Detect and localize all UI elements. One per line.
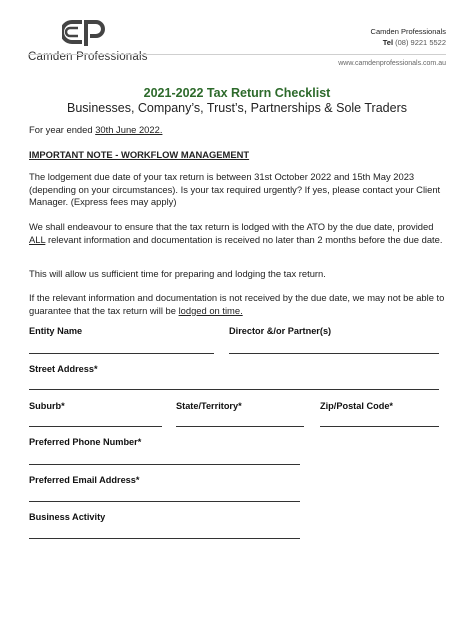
zip-postal-code-label: Zip/Postal Code* (320, 401, 393, 411)
business-activity-label: Business Activity (29, 512, 106, 522)
year-ended-date: 30th June 2022. (95, 124, 163, 135)
state-territory-label: State/Territory* (176, 401, 242, 411)
year-ended-prefix: For year ended (29, 124, 96, 135)
state-territory-field[interactable] (176, 426, 304, 427)
all-emphasis: ALL (29, 233, 46, 245)
entity-name-field[interactable] (29, 353, 214, 354)
year-ended-text (29, 124, 449, 137)
company-phone-line (371, 37, 446, 48)
zip-postal-code-field[interactable] (320, 426, 439, 427)
phone-number-label: Preferred Phone Number* (29, 437, 142, 447)
company-phone: (08) 9221 5522 (395, 38, 446, 47)
endeavour-paragraph (29, 221, 449, 246)
entity-name-label: Entity Name (29, 326, 83, 336)
street-address-field[interactable] (29, 389, 439, 390)
company-website: www.camdenprofessionals.com.au (338, 60, 446, 67)
lodgement-paragraph: The lodgement due date of your tax return is between 31st October 2022 and 15th May 2023 (depending on your circumstances). Is your tax required urgently? If yes, please contact your Client Manager. (Express fees may apply) (29, 171, 441, 207)
phone-number-field[interactable] (29, 464, 300, 465)
logo-text: Camden Professionals (28, 51, 148, 63)
company-contact (371, 26, 446, 48)
director-partner-field[interactable] (229, 353, 439, 354)
business-activity-field[interactable] (29, 538, 300, 539)
tel-label: Tel (382, 38, 394, 47)
guarantee-paragraph (29, 292, 449, 317)
street-address-label: Street Address* (29, 364, 98, 374)
guarantee-text: If the relevant information and documentation is not received by the due date, we may not be able to guarantee that the tax return will be (29, 292, 445, 316)
lodged-on-time-emphasis: lodged on time. (178, 304, 243, 316)
company-logo (28, 18, 148, 68)
suburb-label: Suburb* (29, 401, 65, 411)
document-subtitle: Businesses, Company’s, Trust’s, Partnerships & Sole Traders (67, 101, 407, 115)
cp-logo-icon (62, 18, 108, 48)
suburb-field[interactable] (29, 426, 162, 427)
email-address-label: Preferred Email Address* (29, 475, 140, 485)
header-divider (28, 54, 446, 55)
sufficient-time-paragraph: This will allow us sufficient time for preparing and lodging the tax return. (29, 268, 326, 279)
endeavour-text-start: We shall endeavour to ensure that the tax return is lodged with the ATO by the due date, provided (29, 221, 434, 232)
document-title: 2021-2022 Tax Return Checklist (143, 86, 331, 100)
company-name: Camden Professionals (370, 27, 446, 36)
endeavour-text-end: relevant information and documentation is received no later than 2 months before the due date. (45, 233, 443, 245)
important-note-heading: IMPORTANT NOTE - WORKFLOW MANAGEMENT (29, 149, 250, 160)
email-address-field[interactable] (29, 501, 300, 502)
director-partner-label: Director &/or Partner(s) (229, 326, 332, 336)
